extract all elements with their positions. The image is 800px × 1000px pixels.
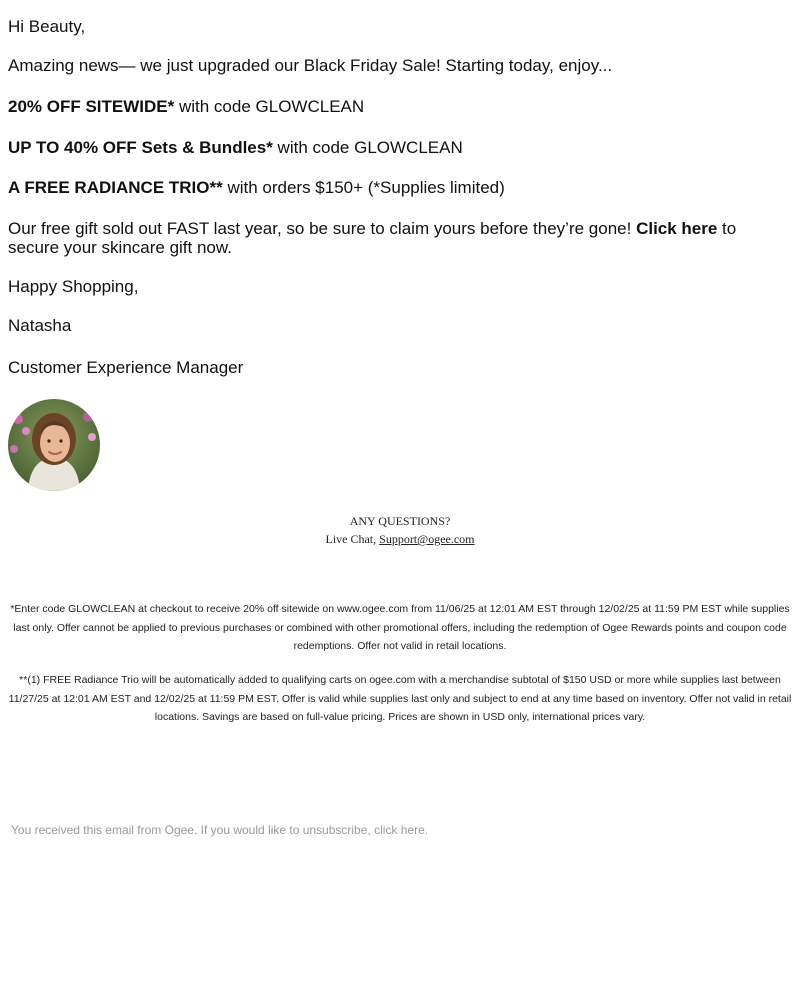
unsubscribe-footer (11, 822, 428, 838)
avatar-photo (8, 399, 100, 491)
contact-prefix: Live Chat, (325, 532, 380, 546)
offer-free-gift-rest: with orders $150+ (*Supplies limited) (222, 178, 505, 197)
offer-sitewide-rest: with code GLOWCLEAN (174, 97, 365, 116)
offer-free-gift-bold: A FREE RADIANCE TRIO** (8, 178, 223, 197)
gift-text-before: Our free gift sold out FAST last year, so be sure to claim yours before they’re gone! (8, 219, 637, 238)
offer-bundles (8, 138, 463, 157)
unsubscribe-link[interactable]: click here (374, 823, 425, 837)
offer-sitewide-bold: 20% OFF SITEWIDE* (8, 97, 175, 116)
avatar (8, 399, 100, 491)
greeting: Hi Beauty, (8, 17, 86, 36)
sender-name: Natasha (8, 316, 72, 335)
offer-bundles-bold: UP TO 40% OFF Sets & Bundles* (8, 138, 273, 157)
sender-role: Customer Experience Manager (8, 358, 244, 377)
intro-text: Amazing news— we just upgraded our Black Friday Sale! Starting today, enjoy... (8, 56, 613, 75)
signoff: Happy Shopping, (8, 277, 139, 296)
support-email-link[interactable]: Support@ogee.com (379, 532, 475, 546)
legal-disclaimer-2: **(1) FREE Radiance Trio will be automatically added to qualifying carts on ogee.com with a merchandise subtotal of $150 USD or more while supplies last between 11/27/25 at 12:01 AM EST and 12/02/25 at 11:59 PM EST. Offer is valid while supplies last only and subject to end at any time based on inventory. Offer not valid in retail locations. Savings are based on full-value pricing. Prices are shown in USD only, international prices vary. (8, 674, 792, 723)
contact-line (0, 530, 800, 548)
gift-paragraph (8, 219, 778, 257)
offer-bundles-rest: with code GLOWCLEAN (272, 138, 463, 157)
legal-disclaimer-1: *Enter code GLOWCLEAN at checkout to receive 20% off sitewide on www.ogee.com from 11/06/25 at 12:01 AM EST through 12/02/25 at 11:59 PM EST while supplies last only. Offer cannot be applied to previous purchases or combined with other promotional offers, including the redemption of Ogee Rewards points and coupon code redemptions. Offer not valid in retail locations. (10, 603, 790, 652)
contact-block (0, 512, 800, 548)
footer-text-after: . (424, 823, 429, 837)
contact-heading: ANY QUESTIONS? (349, 514, 451, 528)
gift-text-after: to secure your skincare gift now. (8, 219, 737, 257)
footer-text-before: You received this email from Ogee. If you would like to unsubscribe, (11, 823, 375, 837)
offer-free-gift (8, 178, 505, 197)
click-here-link[interactable]: Click here (636, 219, 718, 238)
offer-sitewide (8, 97, 364, 116)
